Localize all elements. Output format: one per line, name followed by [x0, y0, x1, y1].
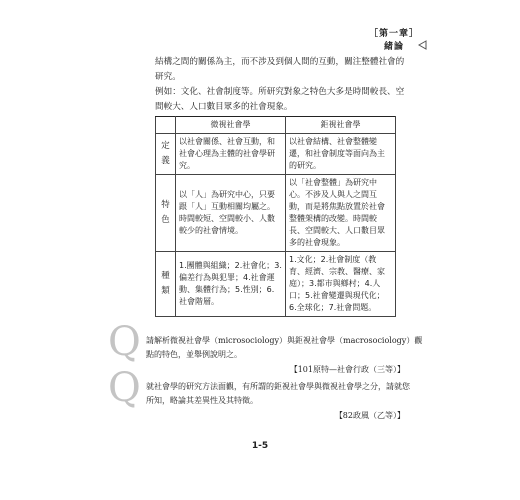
table-row-features: [156, 175, 396, 252]
body-paragraphs: [155, 55, 404, 115]
body-line: 間較大、人口數目眾多的社會現象。: [155, 102, 293, 112]
micro-cell: 1.團體與組織；2.社會化；3.偏差行為與犯罪；4.社會運動、集體行為；5.性別；6.社會階層。: [176, 252, 286, 317]
question-text: [146, 380, 410, 408]
row-label-cell: [156, 252, 176, 317]
micro-cell: 以社會關係、社會互動，和社會心理為主體的社會學研究。: [176, 134, 286, 175]
question-line: 就社會學的研究方法面觀，有所謂的鉅視社會學與微視社會學之分，請就您: [146, 382, 410, 391]
question-line: 點的特色，並舉例說明之。: [146, 350, 242, 359]
row-label: 特色: [161, 200, 170, 225]
page-tab-arrow-icon: [417, 40, 427, 50]
question-marker-icon: Q: [108, 365, 141, 411]
macro-cell: 以社會結構、社會整體變遷，和社會制度等面向為主的研究。: [286, 134, 396, 175]
section-title: 緒論: [384, 42, 405, 52]
row-label: 定義: [161, 141, 170, 166]
row-label: 種類: [161, 271, 170, 296]
question-marker-icon: Q: [108, 319, 141, 365]
question-block: [108, 319, 423, 374]
table-header-macro: 鉅視社會學: [286, 117, 396, 134]
question-source: 【101原特—社會行政（三等）】: [289, 365, 405, 374]
macro-cell: 以「社會整體」為研究中心。不涉及人與人之間互動，而是將焦點放置於社會整體架構的改變。時間較長、空間較大、人口數目眾多的社會現象。: [286, 175, 396, 252]
row-label-cell: [156, 134, 176, 175]
table-header-blank: [156, 117, 176, 134]
body-line: 研究。: [155, 72, 181, 82]
comparison-table: [155, 116, 396, 317]
body-line: 例如：文化、社會制度等。所研究對象之特色大多是時間較長、空: [155, 87, 405, 97]
question-line: 所知，略論其差異性及其特徵。: [146, 396, 258, 405]
macro-cell: 1.文化；2.社會制度（教育、經濟、宗教、醫療、家庭）；3.都市與鄉村；4.人口；5.社會變遷與現代化；6.全球化；7.社會問題。: [286, 252, 396, 317]
page-number: 1-5: [251, 441, 269, 451]
row-label-cell: [156, 175, 176, 252]
table-row-types: [156, 252, 396, 317]
table-row-definition: [156, 134, 396, 175]
micro-cell: 以「人」為研究中心，只要跟「人」互動相關均屬之。時間較短、空間較小、人數較少的社會情境。: [176, 175, 286, 252]
table-header-micro: 微視社會學: [176, 117, 286, 134]
question-source: 【82政風（乙等）】: [334, 411, 405, 420]
question-line: 請解析微視社會學（microsociology）與鉅視社會學（macrosociology）觀: [146, 336, 423, 345]
table-header-row: [156, 117, 396, 134]
question-text: [146, 334, 422, 362]
chapter-label: ［第一章］: [369, 29, 420, 39]
body-line: 結構之間的關係為主，而不涉及到個人間的互動，關注整體社會的: [155, 57, 405, 67]
